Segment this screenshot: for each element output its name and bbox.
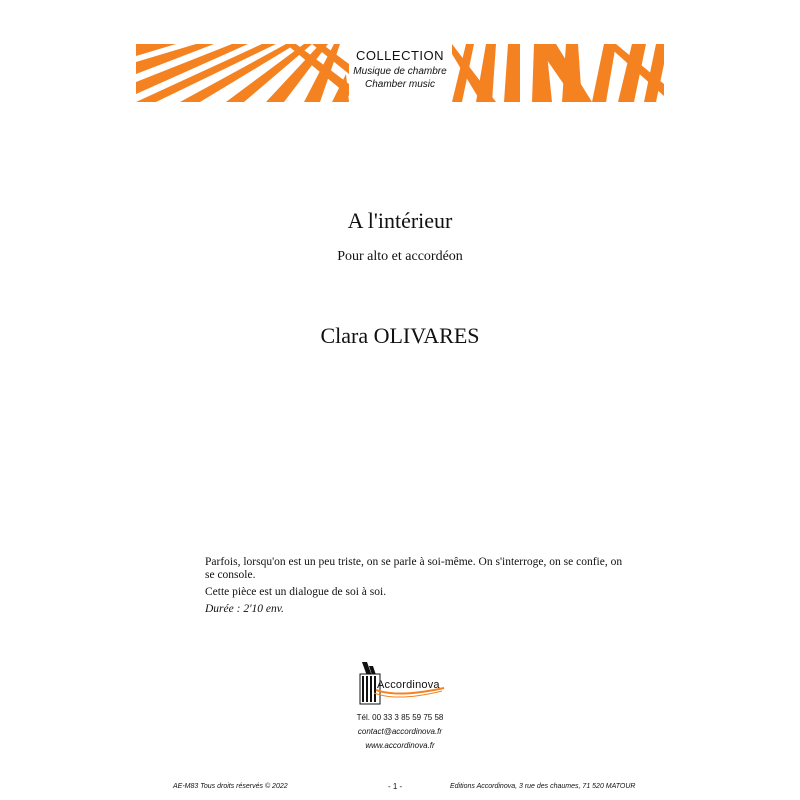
publisher-email[interactable]: contact@accordinova.fr [357,727,443,736]
composer-name: Clara OLIVARES [320,323,480,348]
piece-title: A l'intérieur [347,208,453,233]
collection-heading: COLLECTION [355,48,445,63]
collection-banner [136,44,664,102]
collection-subtitle-fr: Musique de chambre [353,66,447,77]
publisher-phone: Tél. 00 33 3 85 59 75 58 [356,713,444,722]
footer-reference: AE-M83 Tous droits réservés © 2022 [173,783,288,790]
instrumentation: Pour alto et accordéon [337,249,463,264]
footer-publisher-address: Editions Accordinova, 3 rue des chaumes, 71 520 MATOUR [450,783,636,790]
duration-text: Durée : 2'10 env. [205,603,284,615]
collection-label-box [349,44,451,102]
publisher-website[interactable]: www.accordinova.fr [365,741,435,750]
logo-wordmark: Accordinova [377,679,440,691]
collection-subtitle-en: Chamber music [364,79,436,90]
notes-paragraph-2: Cette pièce est un dialogue de soi à soi. [205,586,387,598]
program-notes [205,556,625,616]
notes-paragraph-1: Parfois, lorsqu'on est un peu triste, on se parle à soi-même. On s'interroge, on se confie, on se console. [205,556,623,581]
page-number: - 1 - [388,782,403,791]
